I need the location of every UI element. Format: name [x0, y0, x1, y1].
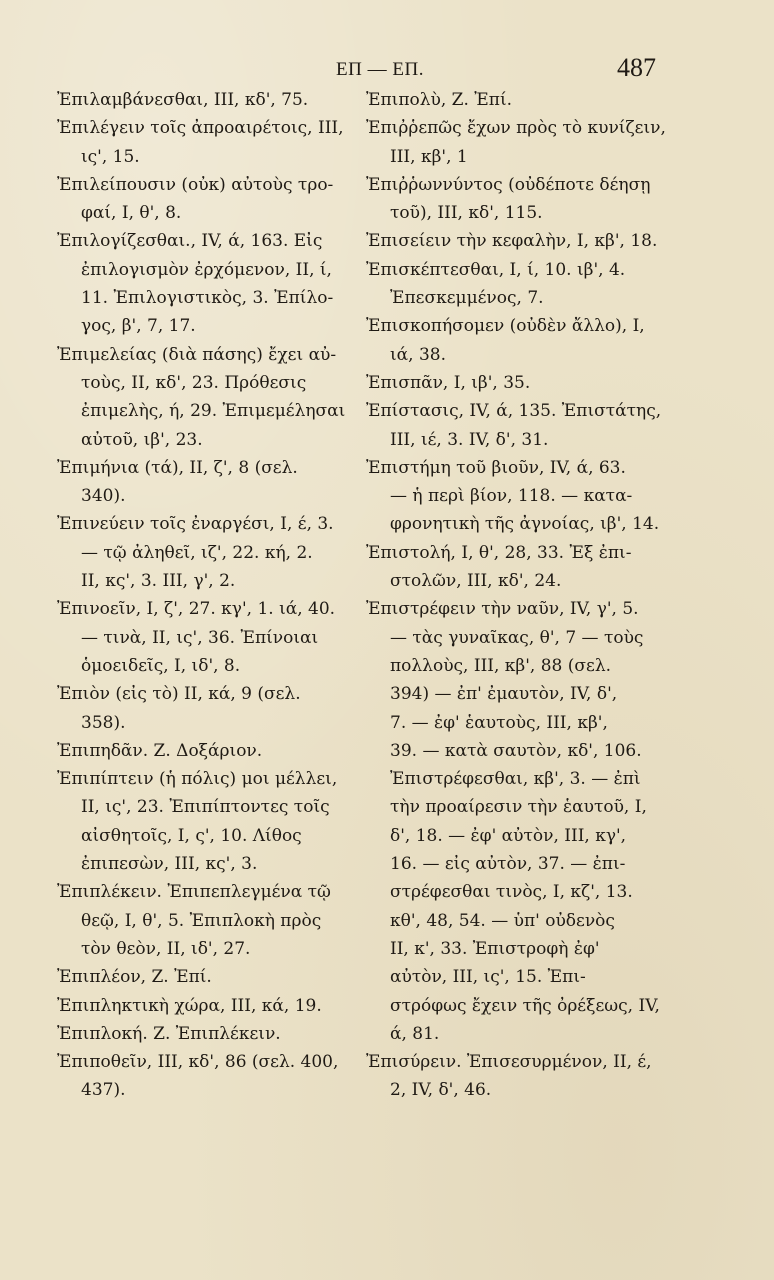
index-line: Ἐπιπηδᾶν. Ζ. Δοξάριον. [57, 740, 263, 761]
index-line: — τινὰ, II, ις', 36. Ἐπίνοιαι [81, 627, 319, 648]
index-line: Ἐπιστήμη τοῦ βιοῦν, IV, ά, 63. [366, 457, 626, 478]
index-line: Ἐπιπίπτειν (ἡ πόλις) μοι μέλλει, [57, 769, 338, 790]
page-header [0, 53, 774, 85]
index-line: γος, β', 7, 17. [81, 316, 196, 337]
index-line: Ἐπιποθεῖν, III, κδ', 86 (σελ. 400, [57, 1052, 339, 1073]
index-line: δ', 18. — ἐφ' αὐτὸν, III, κγ', [390, 825, 627, 846]
index-line: — τὰς γυναῖκας, θ', 7 — τοὺς [390, 627, 644, 648]
index-line: τοῦ), III, κδ', 115. [390, 203, 543, 224]
index-line: Ἐπιστολή, I, θ', 28, 33. Ἐξ ἐπι- [366, 542, 632, 563]
index-line: αὐτοῦ, ιβ', 23. [81, 429, 203, 450]
index-line: ά, 81. [390, 1023, 440, 1044]
index-line: 11. Ἐπιλογιστικὸς, 3. Ἐπίλο- [81, 288, 334, 309]
index-line: 39. — κατὰ σαυτὸν, κδ', 106. [390, 740, 642, 761]
index-line: ις', 15. [81, 146, 140, 167]
index-line: Ἐπιστρέφεσθαι, κβ', 3. — ἐπὶ [390, 769, 641, 790]
index-line: Ἐπιὸν (εἰς τὸ) II, κά, 9 (σελ. [57, 684, 301, 705]
index-line: II, κ', 33. Ἐπιστροφὴ ἐφ' [390, 938, 600, 959]
index-line: Ἐπιλείπουσιν (οὐκ) αὐτοὺς τρο- [57, 174, 334, 195]
index-line: αἰσθητοῖς, I, ς', 10. Λίθος [81, 825, 302, 846]
index-line: ιά, 38. [390, 344, 446, 365]
index-line: — τῷ ἀληθεῖ, ιζ', 22. κή, 2. [81, 542, 313, 563]
index-line: Ἐπιλέγειν τοῖς ἀπροαιρέτοις, III, [57, 118, 344, 139]
index-line: ἐπιλογισμὸν ἐρχόμενον, II, ί, [81, 259, 332, 280]
index-line: Ἐπιστρέφειν τὴν ναῦν, IV, γ', 5. [366, 599, 639, 620]
index-line: Ἐπιῤῥεπῶς ἔχων πρὸς τὸ κυνίζειν, [366, 118, 666, 139]
index-line: II, ις', 23. Ἐπιπίπτοντες τοῖς [81, 797, 330, 818]
index-line: Ἐπιπολὺ, Ζ. Ἐπί. [366, 90, 513, 110]
index-line: στρόφως ἔχειν τῆς ὀρέξεως, IV, [390, 995, 660, 1016]
index-line: Ἐπισκέπτεσθαι, I, ί, 10. ιβ', 4. [366, 259, 626, 280]
index-line: 16. — εἰς αὐτὸν, 37. — ἐπι- [390, 854, 626, 875]
index-line: 358). [81, 712, 126, 733]
index-line: Ἐπιλαμβάνεσθαι, III, κδ', 75. [57, 90, 309, 110]
index-line: Ἐπισκοπήσομεν (οὐδὲν ἄλλο), I, [366, 316, 645, 337]
index-line: 394) — ἐπ' ἐμαυτὸν, IV, δ', [390, 684, 618, 705]
index-line: 437). [81, 1080, 126, 1101]
index-line: πολλοὺς, III, κβ', 88 (σελ. [390, 655, 611, 676]
index-line: 7. — ἐφ' ἑαυτοὺς, III, κβ', [390, 712, 608, 733]
index-line: III, κβ', 1 [390, 146, 468, 167]
index-line: Ἐπιμήνια (τά), II, ζ', 8 (σελ. [57, 457, 298, 478]
left-column [57, 86, 357, 1105]
index-line: φρονητικὴ τῆς ἀγνοίας, ιβ', 14. [390, 514, 660, 535]
page-number: 487 [617, 53, 656, 82]
index-line: ὁμοειδεῖς, I, ιδ', 8. [81, 655, 241, 676]
index-line: θεῷ, I, θ', 5. Ἐπιπλοκὴ πρὸς [81, 910, 322, 931]
index-line: 2, IV, δ', 46. [390, 1080, 492, 1101]
index-line: Ἐπινοεῖν, I, ζ', 27. κγ', 1. ιά, 40. [57, 599, 336, 620]
index-line: κθ', 48, 54. — ὑπ' οὐδενὸς [390, 910, 615, 931]
index-line: ἐπιπεσὼν, III, κς', 3. [81, 854, 258, 875]
index-line: τοὺς, II, κδ', 23. Πρόθεσις [81, 372, 307, 393]
index-line: στρέφεσθαι τινὸς, I, κζ', 13. [390, 882, 633, 903]
index-line: Ἐπισπᾶν, I, ιβ', 35. [366, 372, 531, 393]
running-head: ΕΠ — ΕΠ. [336, 59, 424, 80]
index-line: αὐτὸν, III, ις', 15. Ἐπι- [390, 967, 586, 988]
index-line: Ἐπιμελείας (διὰ πάσης) ἔχει αὐ- [57, 344, 337, 365]
index-line: — ἡ περὶ βίον, 118. — κατα- [390, 486, 633, 507]
index-line: Ἐπινεύειν τοῖς ἐναργέσι, I, έ, 3. [57, 514, 334, 535]
index-line: Ἐπεσκεμμένος, 7. [390, 288, 544, 309]
index-line: Ἐπισείειν τὴν κεφαλὴν, I, κβ', 18. [366, 231, 658, 252]
index-line: Ἐπιπλέον, Ζ. Ἐπί. [57, 967, 212, 988]
index-line: II, κς', 3. III, γ', 2. [81, 571, 236, 592]
right-column [366, 86, 718, 1105]
index-line: Ἐπισύρειν. Ἐπισεσυρμένον, II, έ, [366, 1052, 652, 1073]
index-line: Ἐπιπληκτικὴ χώρα, III, κά, 19. [57, 995, 322, 1016]
index-line: Ἐπιλογίζεσθαι., IV, ά, 163. Εἰς [57, 231, 323, 252]
index-line: ἐπιμελὴς, ή, 29. Ἐπιμεμέλησαι [81, 401, 346, 422]
index-line: τὸν θεὸν, II, ιδ', 27. [81, 938, 251, 959]
index-line: Ἐπιπλοκή. Ζ. Ἐπιπλέκειν. [57, 1023, 281, 1044]
index-line: 340). [81, 486, 126, 507]
index-line: στολῶν, III, κδ', 24. [390, 571, 562, 592]
index-line: Ἐπιῤῥωννύντος (οὐδέποτε δέησῃ [366, 174, 651, 195]
index-line: III, ιέ, 3. IV, δ', 31. [390, 429, 549, 450]
index-line: Ἐπιπλέκειν. Ἐπιπεπλεγμένα τῷ [57, 882, 331, 903]
index-line: φαί, I, θ', 8. [81, 203, 182, 224]
index-line: Ἐπίστασις, IV, ά, 135. Ἐπιστάτης, [366, 401, 662, 422]
index-line: τὴν προαίρεσιν τὴν ἑαυτοῦ, I, [390, 797, 647, 818]
